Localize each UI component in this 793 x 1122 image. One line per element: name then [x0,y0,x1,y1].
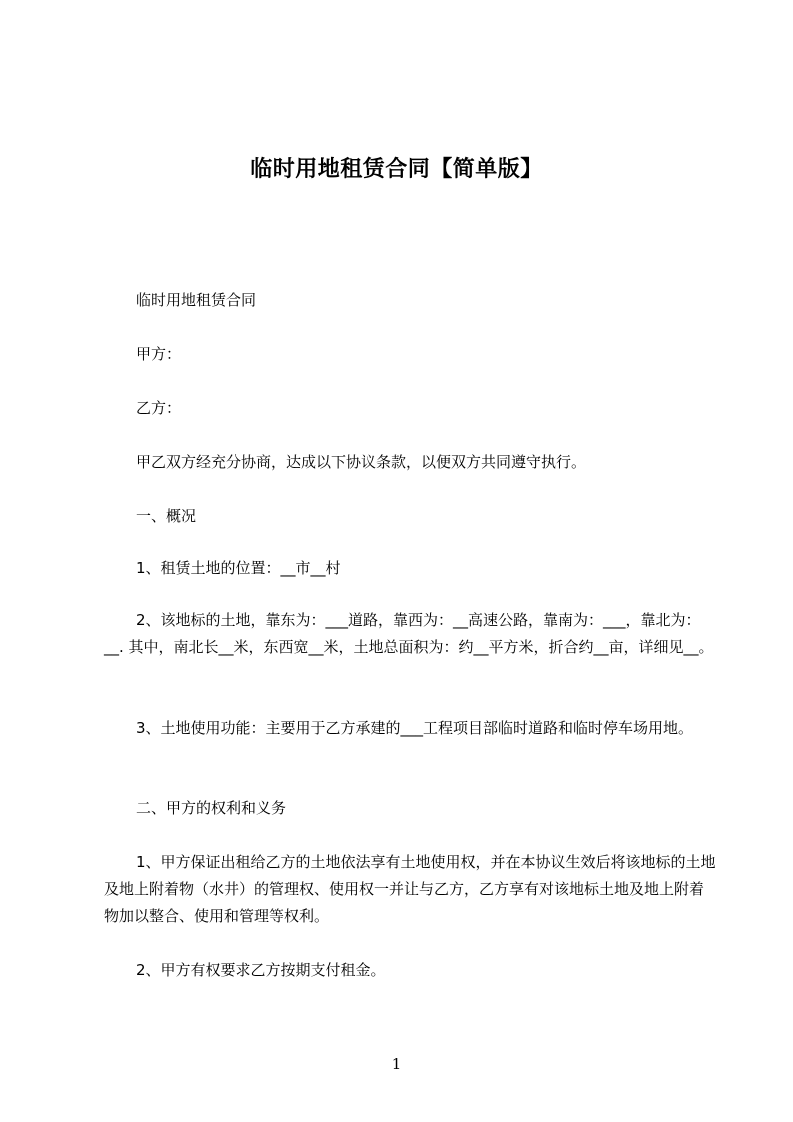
clause-party-a-guarantee: 1、甲方保证出租给乙方的土地依法享有土地使用权，并在本协议生效后将该地标的土地及地上附着物（水井）的管理权、使用权一并让与乙方，乙方享有对该地标土地及地上附着物加以整合、使用和管理等权利。 [104,853,716,925]
clause-land-use: 3、土地使用功能：主要用于乙方承建的___工程项目部临时道路和临时停车场用地。 [136,719,694,737]
document-title: 临时用地租赁合同【简单版】 [250,156,543,182]
clause-boundaries: 2、该地标的土地，靠东为：___道路，靠西为：__高速公路，靠南为：___，靠北为：__. 其中，南北长__米，东西宽__米，土地总面积为：约__平方米，折合约__亩，详细见__。 [104,611,714,656]
clause-location: 1、租赁土地的位置：__市__村 [136,559,341,577]
page-number: 1 [391,1055,402,1073]
section-heading-party-a-rights: 二、甲方的权利和义务 [136,799,287,817]
clause-party-a-rent-right: 2、甲方有权要求乙方按期支付租金。 [136,961,386,979]
contract-heading: 临时用地租赁合同 [136,291,257,309]
party-a-line: 甲方： [136,345,182,363]
party-b-line: 乙方： [136,399,182,417]
section-heading-overview: 一、概况 [136,507,197,525]
preamble-paragraph: 甲乙双方经充分协商，达成以下协议条款，以便双方共同遵守执行。 [136,453,587,471]
